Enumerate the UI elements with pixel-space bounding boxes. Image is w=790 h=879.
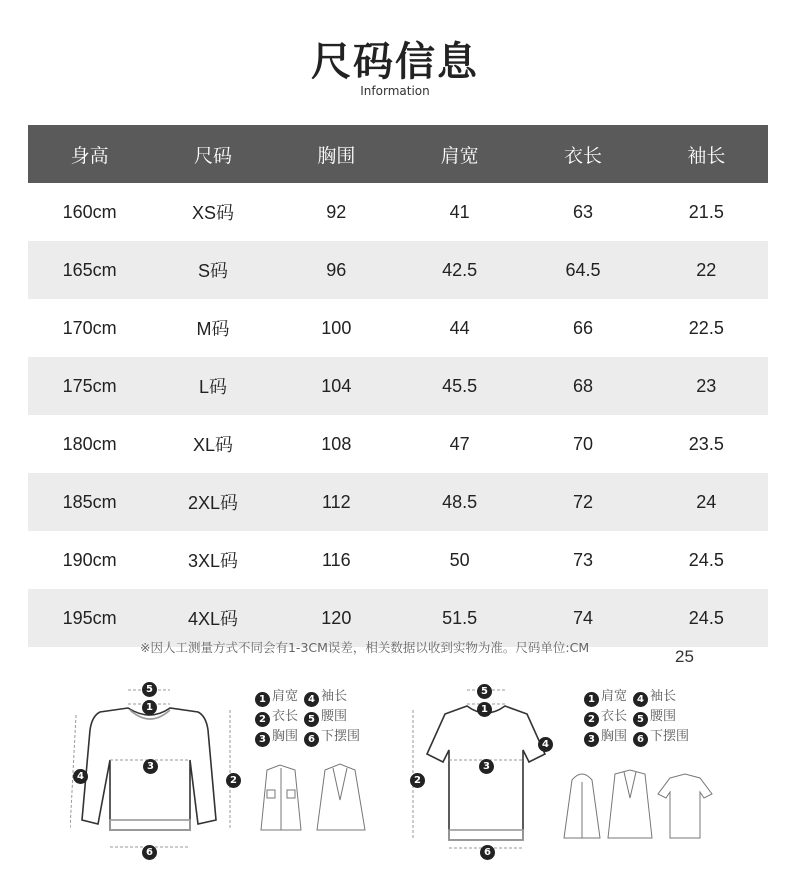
table-row xyxy=(28,357,768,415)
cell-size: XL码 xyxy=(192,435,233,455)
page-subtitle: Information xyxy=(360,84,430,98)
marker-5-icon: 5 xyxy=(142,675,159,697)
cell-size: 2XL码 xyxy=(151,473,274,531)
cell-height: 165cm xyxy=(28,241,151,299)
cell-shoulder: 47 xyxy=(449,433,470,454)
jacket-sketch-icons xyxy=(255,760,375,840)
table-row xyxy=(28,241,768,299)
cell-shoulder: 41 xyxy=(449,201,470,222)
cell-size: 4XL码 xyxy=(151,589,274,647)
cell-sleeve: 24 xyxy=(645,473,768,531)
cell-sleeve: 22 xyxy=(645,241,768,299)
cell-height: 185cm xyxy=(28,473,151,531)
cell-shoulder: 50 xyxy=(449,549,470,570)
cell-height: 160cm xyxy=(62,201,117,222)
cell-chest: 96 xyxy=(275,241,398,299)
cell-chest: 116 xyxy=(321,549,351,570)
cell-shoulder: 44 xyxy=(449,317,470,338)
cell-size: L码 xyxy=(151,357,274,415)
cell-chest: 108 xyxy=(321,433,352,454)
marker-2-icon: 2 xyxy=(226,766,243,788)
cell-length: 66 xyxy=(572,317,593,338)
marker-3-icon: 3 xyxy=(143,752,160,774)
cell-sleeve: 23.5 xyxy=(688,433,724,454)
table-row xyxy=(28,473,768,531)
cell-length: 63 xyxy=(572,201,593,222)
column-header-shoulder: 肩宽 xyxy=(398,125,521,183)
column-header-length: 衣长 xyxy=(521,125,644,183)
cell-sleeve: 22.5 xyxy=(688,317,724,338)
note-number: 25 xyxy=(675,647,694,666)
cell-length: 70 xyxy=(572,433,593,454)
cell-height: 170cm xyxy=(62,317,117,338)
marker-4-icon: 4 xyxy=(538,730,555,752)
column-header-size: 尺码 xyxy=(151,125,274,183)
cell-sleeve: 21.5 xyxy=(688,201,724,222)
measurement-note: ※因人工测量方式不同会有1-3CM误差，相关数据以收到实物为准。尺码单位:CM xyxy=(140,640,590,655)
cell-height: 195cm xyxy=(28,589,151,647)
marker-6-icon: 6 xyxy=(142,838,159,860)
table-row xyxy=(28,183,768,241)
column-header-chest: 胸围 xyxy=(275,125,398,183)
cell-height: 175cm xyxy=(28,357,151,415)
column-header-height: 身高 xyxy=(28,125,151,183)
marker-1-icon: 1 xyxy=(477,695,494,717)
cell-chest: 120 xyxy=(275,589,398,647)
sweater-measure-diagram xyxy=(70,670,250,860)
marker-3-icon: 3 xyxy=(479,752,496,774)
hoodie-cardigan-tshirt-sketch-icons xyxy=(560,768,720,843)
cell-shoulder: 48.5 xyxy=(398,473,521,531)
cell-shoulder: 51.5 xyxy=(398,589,521,647)
page-title: 尺码信息 xyxy=(311,39,479,85)
table-row xyxy=(28,415,768,473)
cell-length: 68 xyxy=(521,357,644,415)
table-row xyxy=(28,531,768,589)
cell-height: 180cm xyxy=(62,433,117,454)
marker-5-icon: 5 xyxy=(477,677,494,699)
cell-size: XS码 xyxy=(191,203,234,223)
size-table xyxy=(28,125,768,647)
cell-chest: 92 xyxy=(326,201,347,222)
marker-1-icon: 1 xyxy=(142,693,159,715)
cell-size: M码 xyxy=(196,319,230,339)
marker-6-icon: 6 xyxy=(480,838,497,860)
cell-length: 72 xyxy=(521,473,644,531)
table-header-row xyxy=(28,125,768,183)
cell-height: 190cm xyxy=(62,549,117,570)
cell-size: S码 xyxy=(151,241,274,299)
cell-chest: 100 xyxy=(321,317,352,338)
cell-length: 73 xyxy=(572,549,593,570)
cell-chest: 104 xyxy=(275,357,398,415)
marker-4-icon: 4 xyxy=(73,762,90,784)
cell-chest: 112 xyxy=(275,473,398,531)
table-row xyxy=(28,299,768,357)
cell-shoulder: 45.5 xyxy=(398,357,521,415)
column-header-sleeve: 袖长 xyxy=(645,125,768,183)
legend-right: 1 肩宽 4 袖长 2 衣长 5 腰围 3 胸围 6 下摆围 xyxy=(584,687,689,747)
marker-2-icon: 2 xyxy=(410,766,427,788)
legend-left: 1 肩宽 4 袖长 2 衣长 5 腰围 3 胸围 6 下摆围 xyxy=(255,687,360,747)
cell-sleeve: 24.5 xyxy=(645,589,768,647)
cell-sleeve: 24.5 xyxy=(688,549,724,570)
cell-length: 64.5 xyxy=(521,241,644,299)
cell-shoulder: 42.5 xyxy=(398,241,521,299)
cell-size: 3XL码 xyxy=(187,551,238,571)
cell-sleeve: 23 xyxy=(645,357,768,415)
cell-length: 74 xyxy=(521,589,644,647)
